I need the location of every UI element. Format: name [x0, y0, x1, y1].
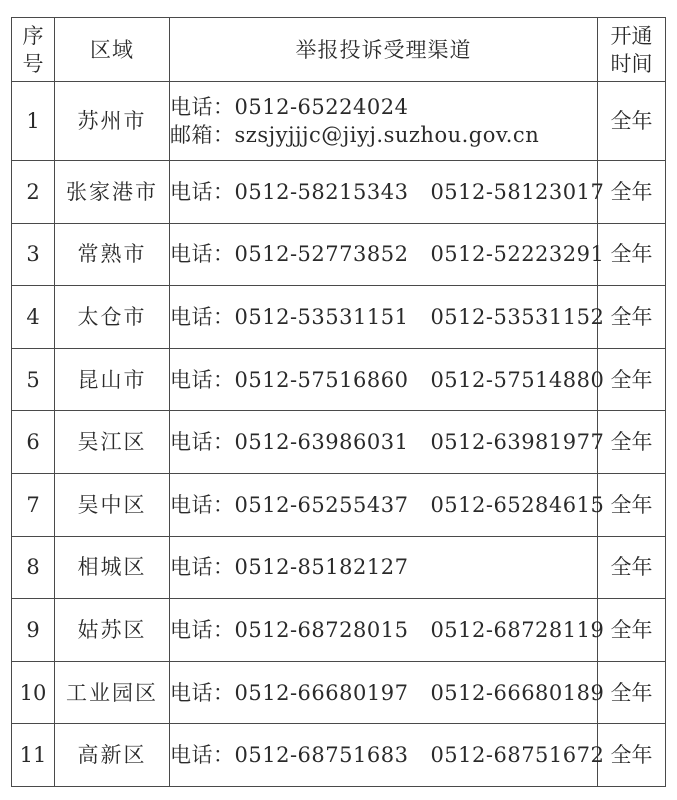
row-number: 7 — [12, 473, 55, 536]
phone-number-2: 0512-57514880 — [430, 367, 605, 392]
header-time-line1: 开通 — [610, 23, 653, 48]
table-row — [12, 473, 666, 536]
row-number: 11 — [12, 724, 55, 787]
phone-number-1: 0512-68751683 — [234, 743, 409, 768]
row-channel — [170, 223, 605, 286]
phone-number-2: 0512-68751672 — [430, 743, 605, 768]
phone-number-2: 0512-52223291 — [430, 242, 605, 267]
row-number: 5 — [12, 348, 55, 411]
phone-number-1: 0512-85182127 — [234, 555, 409, 580]
row-channel — [170, 473, 605, 536]
table-row — [12, 411, 666, 474]
row-area: 相城区 — [55, 536, 170, 599]
table-row — [12, 223, 666, 286]
phone-label: 电话： — [170, 617, 235, 642]
row-channel — [170, 348, 605, 411]
phone-label: 电话： — [170, 743, 235, 768]
row-area: 工业园区 — [55, 661, 170, 724]
table-row — [12, 724, 666, 787]
phone-number-1: 0512-58215343 — [234, 179, 409, 204]
header-open-time — [598, 18, 666, 82]
row-open-time: 全年 — [598, 82, 666, 161]
row-area: 苏州市 — [55, 82, 170, 161]
phone-number-1: 0512-65255437 — [234, 492, 409, 517]
email-line: 邮箱：szsjyjjjc@jiyj.suzhou.gov.cn — [170, 123, 540, 147]
phone-label: 电话： — [170, 492, 235, 517]
row-number: 3 — [12, 223, 55, 286]
phone-label: 电话： — [170, 555, 235, 580]
row-open-time: 全年 — [598, 411, 666, 474]
phone-number-1: 0512-57516860 — [234, 367, 409, 392]
row-number: 9 — [12, 599, 55, 662]
row-channel — [170, 286, 605, 349]
row-open-time: 全年 — [598, 599, 666, 662]
row-channel — [170, 661, 605, 724]
phone-label: 电话： — [170, 680, 235, 705]
phone-number-1: 0512-53531151 — [234, 304, 409, 329]
row-open-time: 全年 — [598, 473, 666, 536]
row-open-time: 全年 — [598, 348, 666, 411]
phone-label: 电话： — [170, 367, 235, 392]
row-open-time: 全年 — [598, 161, 666, 224]
header-area: 区域 — [55, 18, 170, 82]
table-row — [12, 82, 666, 161]
row-channel — [170, 599, 605, 662]
row-area: 吴江区 — [55, 411, 170, 474]
row-area: 太仓市 — [55, 286, 170, 349]
phone-number-1: 0512-52773852 — [234, 242, 409, 267]
row-number: 1 — [12, 82, 55, 161]
row-area: 吴中区 — [55, 473, 170, 536]
row-number: 4 — [12, 286, 55, 349]
table-row — [12, 599, 666, 662]
table-row — [12, 161, 666, 224]
row-open-time: 全年 — [598, 536, 666, 599]
phone-number-1: 0512-68728015 — [234, 617, 409, 642]
table-row — [12, 348, 666, 411]
table-row — [12, 286, 666, 349]
phone-number-2: 0512-53531152 — [430, 304, 605, 329]
row-channel — [170, 536, 598, 599]
row-open-time: 全年 — [598, 223, 666, 286]
table-row — [12, 661, 666, 724]
row-area: 高新区 — [55, 724, 170, 787]
row-open-time: 全年 — [598, 286, 666, 349]
row-open-time: 全年 — [598, 661, 666, 724]
phone-label: 电话： — [170, 242, 235, 267]
header-serial-number — [12, 18, 55, 82]
row-open-time: 全年 — [598, 724, 666, 787]
phone-number-2: 0512-68728119 — [430, 617, 605, 642]
row-channel — [170, 161, 605, 224]
row-number: 8 — [12, 536, 55, 599]
row-number: 10 — [12, 661, 55, 724]
header-channel: 举报投诉受理渠道 — [170, 18, 598, 82]
row-channel — [170, 411, 605, 474]
row-area: 姑苏区 — [55, 599, 170, 662]
row-area: 昆山市 — [55, 348, 170, 411]
phone-number-2: 0512-65284615 — [430, 492, 605, 517]
phone-number-2: 0512-66680189 — [430, 680, 605, 705]
phone-line: 电话：0512-65224024 — [170, 95, 409, 119]
row-number: 6 — [12, 411, 55, 474]
table-header-row — [12, 18, 666, 82]
phone-number-1: 0512-63986031 — [234, 430, 409, 455]
phone-label: 电话： — [170, 304, 235, 329]
row-number: 2 — [12, 161, 55, 224]
row-area: 张家港市 — [55, 161, 170, 224]
phone-label: 电话： — [170, 179, 235, 204]
row-channel — [170, 82, 598, 161]
header-serial-line1: 序 — [22, 23, 44, 48]
header-time-line2: 时间 — [610, 51, 653, 76]
header-serial-line2: 号 — [22, 51, 44, 76]
phone-number-1: 0512-66680197 — [234, 680, 409, 705]
phone-number-2: 0512-63981977 — [430, 430, 605, 455]
row-channel — [170, 724, 605, 787]
phone-number-2: 0512-58123017 — [430, 179, 605, 204]
complaint-channels-table — [11, 17, 666, 787]
table-row — [12, 536, 666, 599]
phone-label: 电话： — [170, 430, 235, 455]
row-area: 常熟市 — [55, 223, 170, 286]
